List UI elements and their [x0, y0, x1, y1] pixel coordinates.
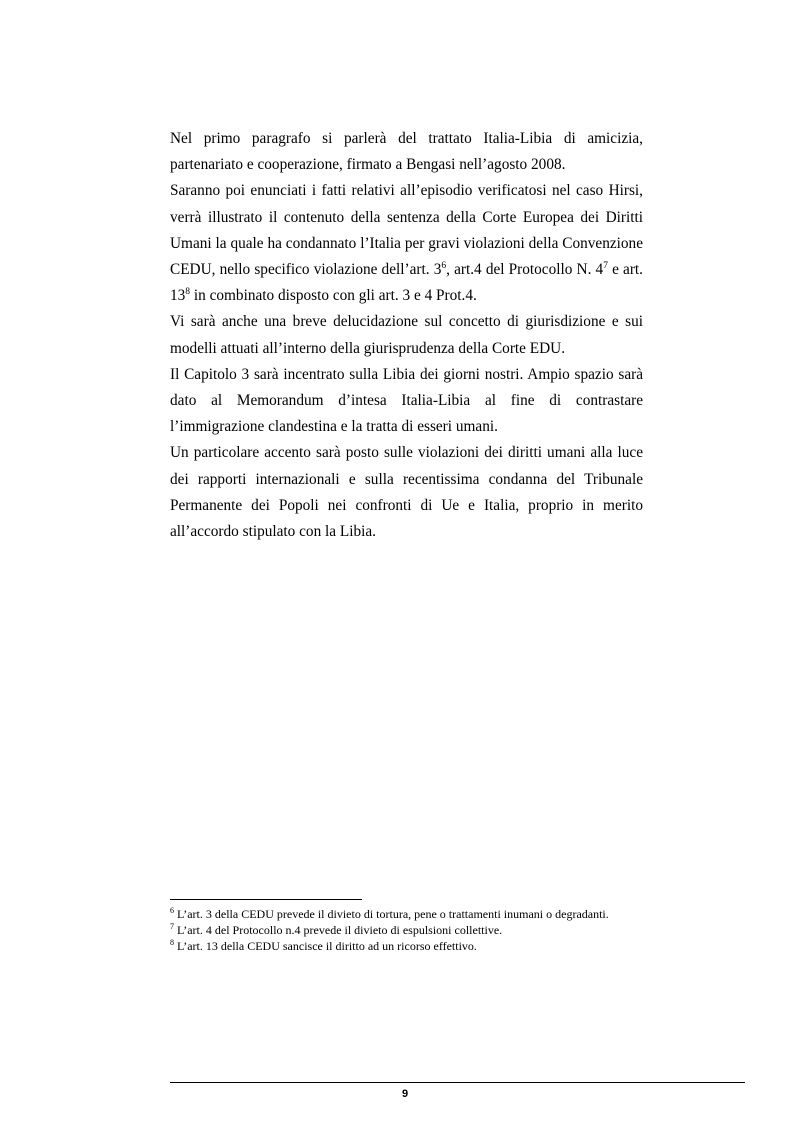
paragraph-4: Il Capitolo 3 sarà incentrato sulla Libia dei giorni nostri. Ampio spazio sarà dato al Memorandum d’intesa Italia-Libia al fine di contrastare l’immigrazione clandestina e la tratta di esseri umani. — [170, 365, 643, 436]
footnote-text: L’art. 4 del Protocollo n.4 prevede il divieto di espulsioni collettive. — [174, 923, 503, 937]
paragraph-2-text-d: in combinato disposto con gli art. 3 e 4 Prot.4. — [190, 287, 477, 305]
paragraph-2-text-a: Saranno poi enunciati i fatti relativi all’episodio verificatosi nel caso Hirsi, verrà illustrato il contenuto della sentenza della Corte Europea dei Diritti Umani la quale ha condannato l’Italia per gravi violazioni della Convenzione CEDU, nello specifico violazione dell’art. 3 — [170, 182, 643, 279]
footnote-6 — [170, 906, 620, 922]
footnote-text: L’art. 3 della CEDU prevede il divieto di tortura, pene o trattamenti inumani o degradanti. — [174, 907, 609, 921]
footnote-separator — [170, 899, 362, 900]
paragraph-3: Vi sarà anche una breve delucidazione sul concetto di giurisdizione e sui modelli attuati all’interno della giurisprudenza della Corte EDU. — [170, 313, 643, 357]
footnote-7 — [170, 922, 620, 938]
paragraph-1: Nel primo paragrafo si parlerà del trattato Italia-Libia di amicizia, partenariato e cooperazione, firmato a Bengasi nell’agosto 2008. — [170, 130, 643, 174]
footnote-ref-8[interactable]: 8 — [185, 287, 191, 298]
footnote-number: 7 — [170, 922, 174, 931]
paragraph-2 — [170, 178, 643, 309]
paragraph-2-text-c: e art. 13 — [170, 261, 643, 305]
paragraph-5: Un particolare accento sarà posto sulle violazioni dei diritti umani alla luce dei rapporti internazionali e sulla recentissima condanna del Tribunale Permanente dei Popoli nei confronti di Ue e Italia, proprio in merito all’accordo stipulato con la Libia. — [170, 444, 643, 541]
paragraph-2-text-b: , art.4 del Protocollo N. 4 — [446, 261, 604, 279]
footnote-text: L’art. 13 della CEDU sancisce il diritto ad un ricorso effettivo. — [174, 939, 477, 953]
footnote-number: 6 — [170, 906, 174, 915]
footnote-ref-7[interactable]: 7 — [603, 260, 608, 271]
footnote-number: 8 — [170, 938, 174, 947]
page-number: 9 — [401, 1088, 409, 1100]
body-text — [170, 126, 643, 545]
footnote-8 — [170, 938, 620, 954]
footer-rule — [170, 1082, 745, 1083]
footnote-ref-6[interactable]: 6 — [441, 260, 447, 271]
footnotes — [170, 906, 620, 954]
